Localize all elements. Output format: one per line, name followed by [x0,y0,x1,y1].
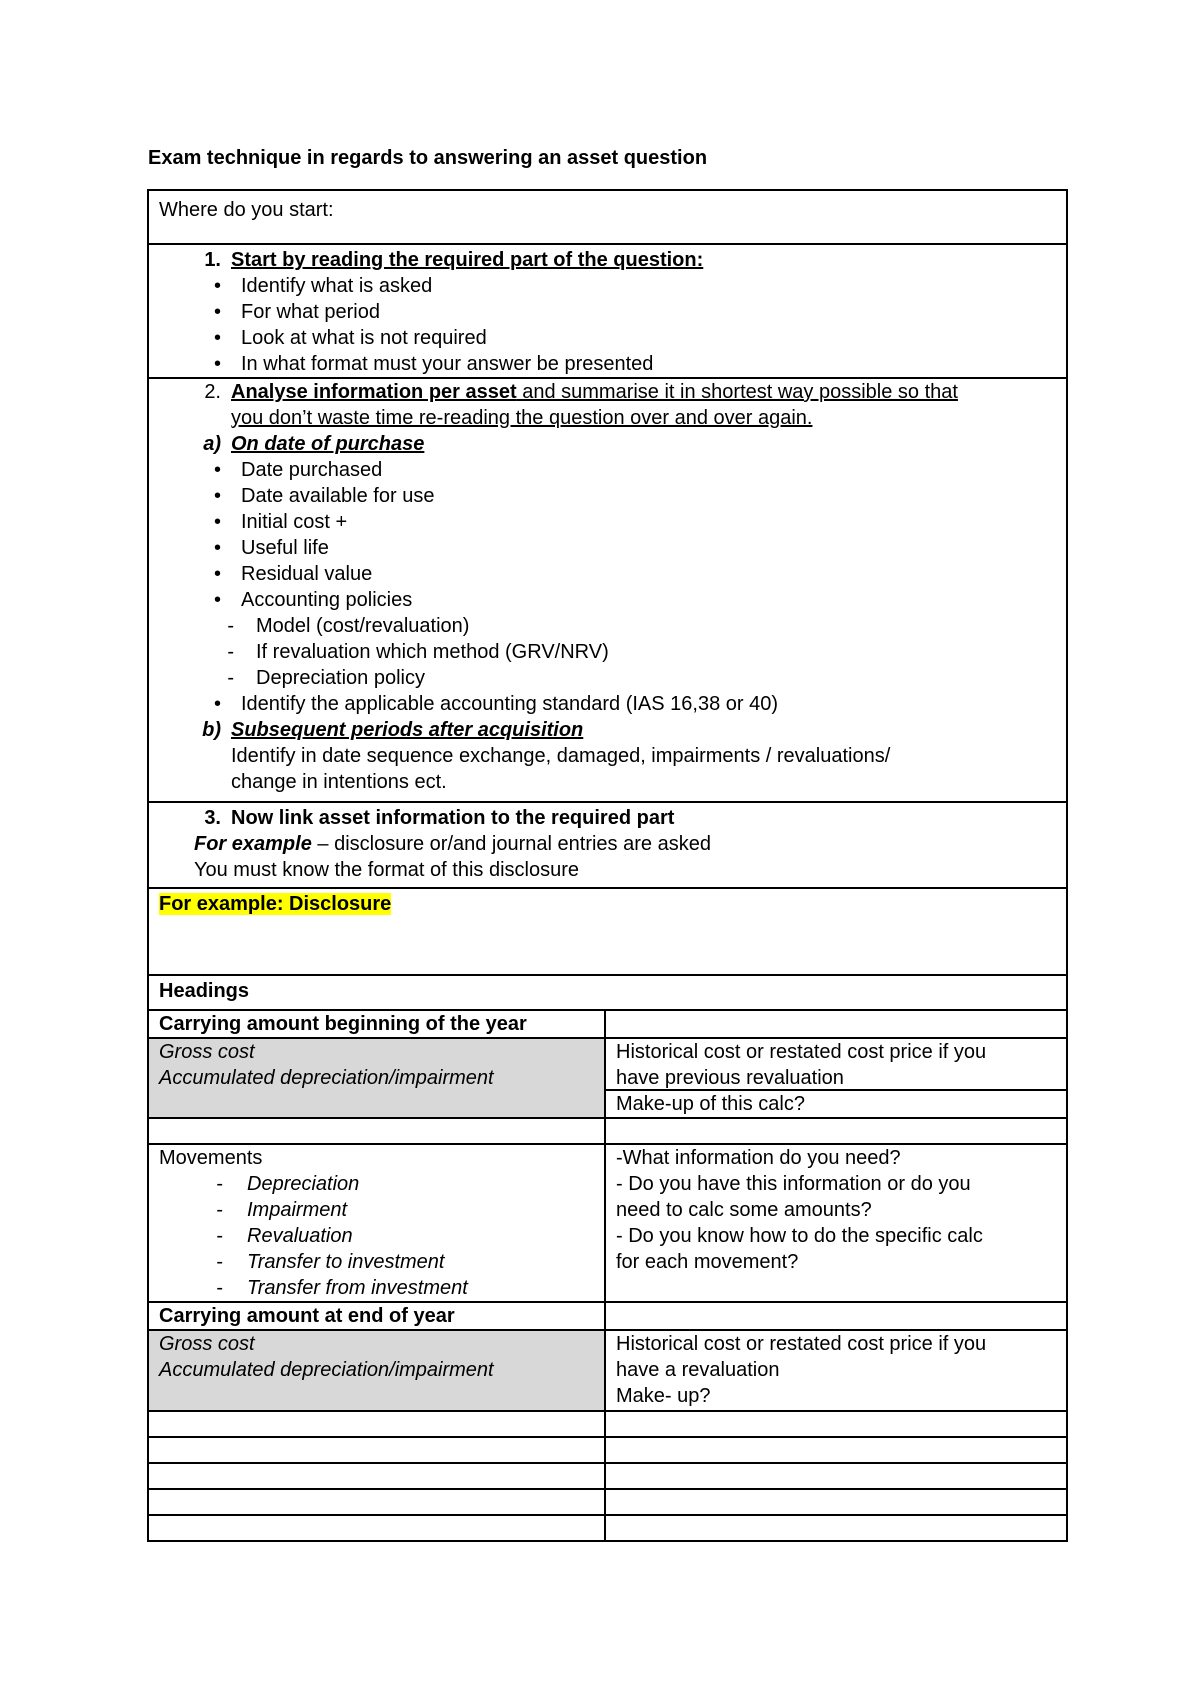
bullet-icon: • [213,327,221,349]
table-row [149,1462,1066,1488]
notes-cell [606,1039,1066,1117]
acc-dep-label: Accumulated depreciation/impairment [159,1067,494,1089]
acc-dep-label: Accumulated depreciation/impairment [159,1359,494,1381]
step3-number: 3. [204,807,221,829]
note-text: - Do you have this information or do you [616,1173,971,1195]
bullet-icon: • [213,459,221,481]
movements-cell [149,1145,606,1301]
note-text: - Do you know how to do the specific calc [616,1225,983,1247]
notes-cell [606,1331,1066,1410]
note-text: Historical cost or restated cost price if you [616,1041,987,1063]
list-item: In what format must your answer be presented [241,353,654,375]
empty-cell [149,1516,606,1540]
list-item: Residual value [241,563,373,585]
step2-number: 2. [204,381,221,403]
bullet-icon: • [213,589,221,611]
table-row [149,1009,1066,1037]
step1-cell [149,243,1066,377]
list-item: Identify what is asked [241,275,433,297]
empty-cell [606,1438,1066,1462]
table-row [149,1488,1066,1514]
empty-cell [606,1464,1066,1488]
movement-notes-cell [606,1145,1066,1301]
step2-heading-rest: and summarise it in shortest way possible so that [516,381,958,403]
movement-item: Revaluation [247,1225,353,1247]
bullet-icon: • [213,301,221,323]
list-item: Look at what is not required [241,327,487,349]
step2-heading-bold: Analyse information per asset [231,381,517,403]
carrying-end-label: Carrying amount at end of year [149,1303,606,1329]
empty-cell [606,1303,1066,1329]
empty-cell [606,1412,1066,1436]
bullet-icon: • [213,275,221,297]
list-item: Date available for use [241,485,435,507]
sub-list-item: Model (cost/revaluation) [256,615,470,637]
bullet-icon: • [213,511,221,533]
list-item: For what period [241,301,380,323]
table-row [149,1329,1066,1410]
dash-icon: - [216,1277,223,1299]
list-item: Date purchased [241,459,383,481]
step3-example-rest: – disclosure or/and journal entries are asked [311,833,711,855]
page-title: Exam technique in regards to answering an asset question [148,147,708,169]
note-text: need to calc some amounts? [616,1199,872,1221]
headings-label: Headings [159,980,250,1002]
subsection-b-label: b) [202,719,221,741]
sub-list-item: If revaluation which method (GRV/NRV) [256,641,609,663]
step3-cell [149,801,1066,887]
empty-cell [606,1011,1066,1037]
note-text: Make- up? [616,1385,711,1407]
empty-cell [606,1119,1066,1143]
bullet-icon: • [213,485,221,507]
dash-icon: - [216,1251,223,1273]
empty-cell [606,1490,1066,1514]
note-text: have a revaluation [616,1359,780,1381]
note-text: have previous revaluation [616,1067,844,1089]
gross-cost-cell [149,1039,606,1117]
movement-item: Transfer to investment [247,1251,445,1273]
headings-cell [149,974,1066,1009]
example-disclosure-label: For example: Disclosure [159,893,392,915]
note-text: Historical cost or restated cost price if you [616,1333,987,1355]
table-row [149,1117,1066,1143]
table-row [149,1436,1066,1462]
empty-cell [149,1490,606,1514]
bullet-icon: • [213,563,221,585]
subsection-a-label: a) [203,433,221,455]
movements-label: Movements [159,1147,263,1169]
example-cell [149,887,1066,974]
empty-cell [149,1119,606,1143]
movement-item: Transfer from investment [247,1277,468,1299]
step1-number: 1. [204,249,221,271]
technique-table [147,189,1068,1542]
empty-cell [149,1412,606,1436]
dash-icon: - [216,1199,223,1221]
subsection-a-heading: On date of purchase [231,433,425,455]
bullet-icon: • [213,693,221,715]
empty-cell [149,1464,606,1488]
start-label: Where do you start: [159,199,334,221]
list-item: Accounting policies [241,589,413,611]
step3-example-label: For example [194,833,312,855]
table-row [149,1514,1066,1540]
gross-cost-label: Gross cost [159,1333,255,1355]
dash-icon: - [216,1225,223,1247]
dash-icon: - [227,641,234,663]
table-row [149,1037,1066,1117]
gross-cost-label: Gross cost [159,1041,255,1063]
note-text: Make-up of this calc? [606,1089,1066,1117]
list-item: Initial cost + [241,511,348,533]
table-row [149,1410,1066,1436]
dash-icon: - [216,1173,223,1195]
step2-heading-line2: you don’t waste time re-reading the question over and over again. [231,407,813,429]
bullet-icon: • [213,537,221,559]
note-text: -What information do you need? [616,1147,901,1169]
table-row [149,1143,1066,1301]
movement-item: Impairment [247,1199,348,1221]
carrying-begin-label: Carrying amount beginning of the year [149,1011,606,1037]
sub-list-item: Depreciation policy [256,667,425,689]
step3-heading: Now link asset information to the required part [231,807,675,829]
subsection-b-text1: Identify in date sequence exchange, damaged, impairments / revaluations/ [231,745,891,767]
bullet-icon: • [213,353,221,375]
empty-cell [149,1438,606,1462]
dash-icon: - [227,615,234,637]
table-row [149,1301,1066,1329]
empty-cell [606,1516,1066,1540]
start-cell [149,189,1066,243]
step3-line3: You must know the format of this disclosure [194,859,579,881]
subsection-b-heading: Subsequent periods after acquisition [231,719,584,741]
subsection-b-text2: change in intentions ect. [231,771,447,793]
movement-item: Depreciation [247,1173,360,1195]
list-item: Identify the applicable accounting standard (IAS 16,38 or 40) [241,693,779,715]
dash-icon: - [227,667,234,689]
list-item: Useful life [241,537,329,559]
step2-cell [149,377,1066,801]
note-text: for each movement? [616,1251,799,1273]
gross-cost-cell [149,1331,606,1410]
step1-heading: Start by reading the required part of the question: [231,249,704,271]
